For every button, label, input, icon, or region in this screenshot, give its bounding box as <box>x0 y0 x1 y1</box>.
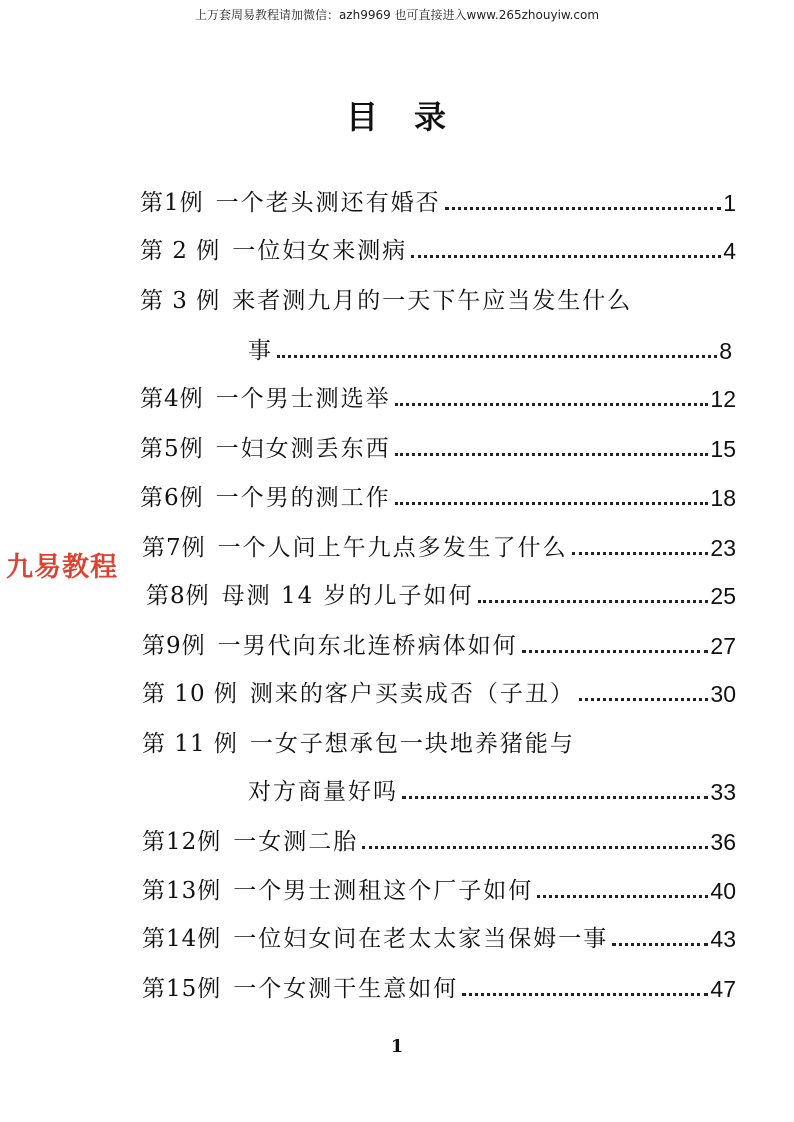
toc-entry-number: 第6例 <box>140 485 204 511</box>
toc-entry-number: 第8例 <box>146 583 210 609</box>
toc-entry[interactable] <box>142 531 736 565</box>
toc-entry-number: 第4例 <box>140 386 204 412</box>
toc-entry-title: 一个男士测租这个厂子如何 <box>233 878 534 904</box>
toc-entry-number: 第 11 例 <box>142 731 238 757</box>
toc-entry[interactable] <box>142 922 736 956</box>
toc-entry[interactable] <box>142 727 736 761</box>
toc-entry-title: 一个男士测选举 <box>215 386 391 412</box>
toc-entry[interactable] <box>142 972 736 1006</box>
toc-entry-title: 一个男的测工作 <box>215 485 391 511</box>
dot-leader <box>478 600 709 603</box>
toc-entry-number: 第1例 <box>140 190 204 216</box>
toc-entry[interactable] <box>146 579 736 613</box>
toc-entry[interactable] <box>140 234 736 268</box>
toc-entry[interactable] <box>142 825 736 859</box>
dot-leader <box>572 552 709 555</box>
toc-entry-page: 25 <box>710 583 736 609</box>
toc-entry-page: 8 <box>719 338 732 364</box>
dot-leader <box>402 796 708 799</box>
toc-entry-number: 第 2 例 <box>140 238 221 264</box>
toc-entry-title-continued: 对方商量好吗 <box>248 779 398 805</box>
dot-leader <box>411 255 721 258</box>
toc-entry[interactable] <box>142 629 736 663</box>
toc-entry-page: 15 <box>710 436 736 462</box>
toc-entry-number: 第 10 例 <box>142 681 238 707</box>
toc-entry-number: 第 3 例 <box>140 288 221 314</box>
toc-entry-title: 一妇女测丢东西 <box>215 436 391 462</box>
dot-leader <box>537 895 708 898</box>
toc-entry-number: 第5例 <box>140 436 204 462</box>
toc-entry-page: 23 <box>710 535 736 561</box>
toc-entry-page: 30 <box>710 681 736 707</box>
toc-entry-number: 第7例 <box>142 535 206 561</box>
toc-entry[interactable] <box>140 432 736 466</box>
page-title <box>0 92 794 138</box>
toc-entry[interactable] <box>140 481 736 515</box>
toc-entry[interactable] <box>142 874 736 908</box>
toc-entry-page: 33 <box>710 779 736 805</box>
toc-entry-title: 测来的客户买卖成否（子丑） <box>249 681 575 707</box>
page-title-left: 目 <box>345 98 380 136</box>
toc-entry-title: 一个女测干生意如何 <box>233 976 459 1002</box>
toc-entry-page: 47 <box>710 976 736 1002</box>
toc-entry-page: 40 <box>710 878 736 904</box>
toc-entry[interactable] <box>142 677 736 711</box>
toc-entry[interactable] <box>140 186 736 220</box>
toc-entry-number: 第15例 <box>142 976 222 1002</box>
toc-entry-title: 母测 14 岁的儿子如何 <box>221 583 474 609</box>
toc-entry-page: 27 <box>710 633 736 659</box>
toc-entry-number: 第9例 <box>142 633 206 659</box>
header-note: 上万套周易教程请加微信：azh9969 也可直接进入www.265zhouyiw.com <box>194 8 600 22</box>
watermark-logo: 九易教程 <box>6 552 118 583</box>
dot-leader <box>612 943 708 946</box>
toc-entry-title: 一个老头测还有婚否 <box>215 190 441 216</box>
dot-leader <box>579 698 709 701</box>
toc-entry-number: 第12例 <box>142 829 222 855</box>
footer-page-number: 1 <box>390 1036 404 1057</box>
toc-entry-title: 一个人问上午九点多发生了什么 <box>217 535 568 561</box>
dot-leader <box>462 993 708 996</box>
toc-entry-page: 18 <box>710 485 736 511</box>
toc-entry-page: 36 <box>710 829 736 855</box>
toc-entry-page: 12 <box>710 386 736 412</box>
dot-leader <box>395 453 709 456</box>
dot-leader <box>445 207 722 210</box>
toc-entry-title: 来者测九月的一天下午应当发生什么 <box>232 288 633 314</box>
dot-leader <box>395 502 709 505</box>
toc-entry-title-continued: 事 <box>248 338 273 364</box>
toc-entry-page: 43 <box>710 926 736 952</box>
toc-entry-title: 一女子想承包一块地养猪能与 <box>249 731 575 757</box>
page-title-right: 录 <box>414 98 449 136</box>
dot-leader <box>277 355 717 358</box>
toc-entry-number: 第14例 <box>142 926 222 952</box>
dot-leader <box>522 650 709 653</box>
toc-entry-continuation[interactable] <box>248 334 732 368</box>
toc-entry-continuation[interactable] <box>248 775 736 809</box>
dot-leader <box>395 403 709 406</box>
toc-entry-title: 一位妇女来测病 <box>232 238 408 264</box>
toc-entry-title: 一男代向东北连桥病体如何 <box>217 633 518 659</box>
toc-entry-page: 1 <box>723 190 736 216</box>
dot-leader <box>362 846 708 849</box>
toc-entry-page: 4 <box>723 238 736 264</box>
toc-entry[interactable] <box>140 382 736 416</box>
toc-entry[interactable] <box>140 284 740 318</box>
toc-entry-title: 一女测二胎 <box>233 829 359 855</box>
toc-entry-number: 第13例 <box>142 878 222 904</box>
toc-entry-title: 一位妇女问在老太太家当保姆一事 <box>233 926 609 952</box>
